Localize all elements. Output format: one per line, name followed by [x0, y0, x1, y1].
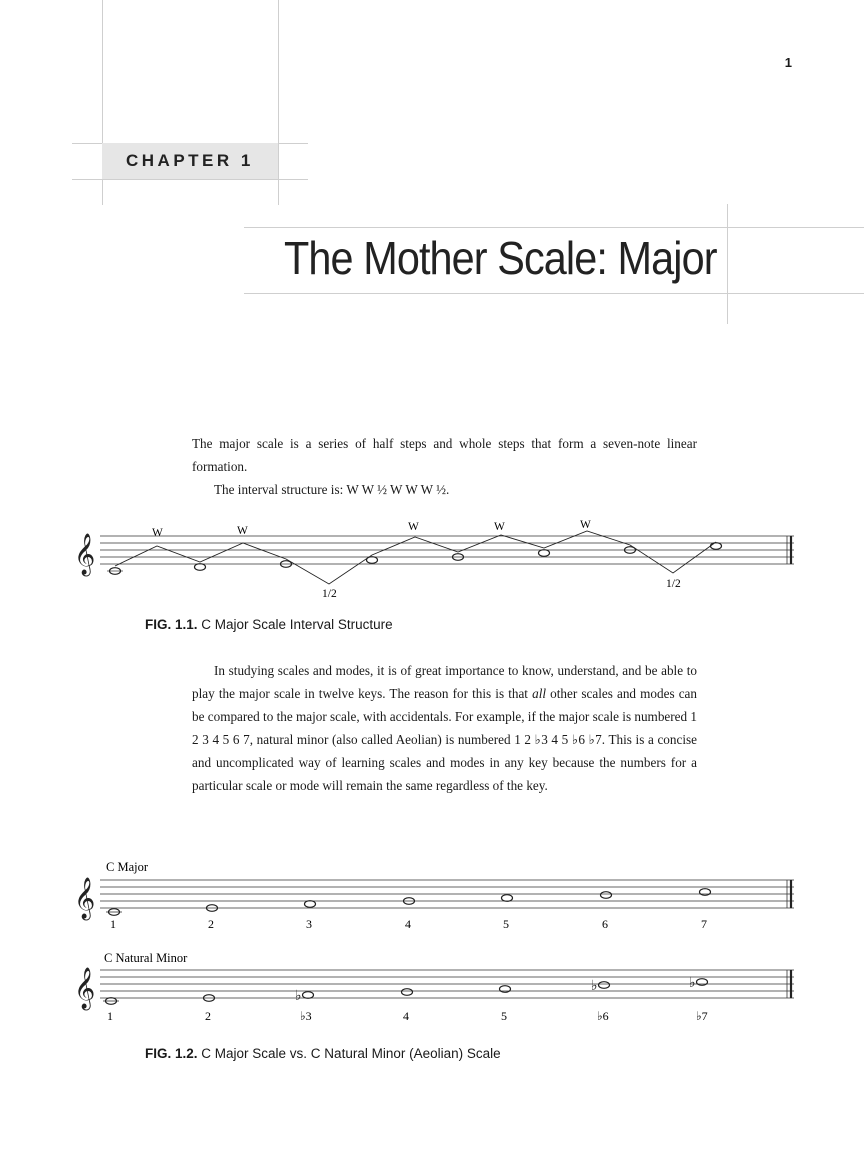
note: [207, 905, 218, 912]
step-label-whole: W: [408, 521, 419, 533]
fig2-caption-text: C Major Scale vs. C Natural Minor (Aeolian) Scale: [197, 1046, 501, 1061]
scale-degree: 6: [602, 917, 608, 931]
scale-degree: 5: [503, 917, 509, 931]
flat-icon: ♭: [591, 978, 598, 994]
scale-degree: 7: [701, 917, 707, 931]
scale-degree: 4: [403, 1009, 409, 1023]
page-number: 1: [784, 55, 792, 70]
note: [697, 979, 708, 986]
fig1-caption-text: C Major Scale Interval Structure: [197, 617, 393, 632]
layout-rule: [72, 179, 308, 180]
scale-degree: 3: [306, 917, 312, 931]
scale-degree: 4: [405, 917, 411, 931]
scale-degree: ♭6: [597, 1009, 609, 1023]
major-scale-title: C Major: [106, 860, 149, 874]
note: [404, 898, 415, 905]
note: [281, 561, 292, 568]
note: [601, 892, 612, 899]
note: [109, 909, 120, 916]
step-label-half: 1/2: [322, 588, 337, 600]
scale-degree: ♭3: [300, 1009, 312, 1023]
flat-icon: ♭: [689, 975, 696, 991]
intro-paragraph: The major scale is a series of half steps and whole steps that form a seven-note linear formation.: [192, 436, 697, 474]
fig2-caption: [145, 1046, 501, 1061]
scale-degree: 5: [501, 1009, 507, 1023]
fig2-caption-number: FIG. 1.2.: [145, 1046, 198, 1061]
layout-rule: [278, 0, 279, 205]
step-label-whole: W: [580, 519, 591, 531]
note: [204, 995, 215, 1002]
note: [305, 901, 316, 908]
interval-zigzag: [115, 531, 716, 584]
note: [500, 986, 511, 993]
note: [303, 992, 314, 999]
treble-clef-icon: 𝄞: [74, 878, 96, 919]
note: [625, 547, 636, 554]
treble-clef-icon: 𝄞: [74, 968, 96, 1009]
step-label-whole: W: [237, 525, 248, 537]
step-label-whole: W: [152, 527, 163, 539]
note: [700, 889, 711, 896]
step-label-whole: W: [494, 521, 505, 533]
note: [539, 550, 550, 557]
note: [711, 543, 722, 550]
scale-degree: ♭7: [696, 1009, 708, 1023]
scale-degree: 1: [110, 917, 116, 931]
flat-icon: ♭: [295, 988, 302, 1004]
minor-scale-title: C Natural Minor: [104, 951, 188, 965]
note: [106, 998, 117, 1005]
body-text: In studying scales and modes, it is of great importance to know, understand, and be able to play the major scale in twelve keys. The reason for this is that: [192, 663, 697, 701]
body-text: other scales and modes can be compared to the major scale, with accidentals. For example, if the major scale is numbered 1 2 3 4 5 6 7, natural minor (also called Aeolian) is numbered 1 2 ♭3 4 5 ♭6 ♭7. This is a concise and uncomplicated way of learning scales and modes in any key because the numbers for a particular scale or mode will remain the same regardless of the key.: [192, 686, 698, 793]
note: [195, 564, 206, 571]
treble-clef-icon: 𝄞: [74, 534, 96, 575]
layout-rule: [244, 227, 864, 228]
note: [110, 568, 121, 575]
body-italic: all: [532, 686, 547, 701]
body-paragraph: [192, 659, 697, 797]
chapter-title: The Mother Scale: Major: [284, 232, 717, 284]
fig1-caption-number: FIG. 1.1.: [145, 617, 198, 632]
fig1-caption: [145, 617, 393, 632]
scale-degree: 1: [107, 1009, 113, 1023]
note: [402, 989, 413, 996]
note: [453, 554, 464, 561]
layout-rule: [727, 204, 728, 324]
note: [599, 982, 610, 989]
layout-rule: [244, 293, 864, 294]
scale-degree: 2: [208, 917, 214, 931]
chapter-label: CHAPTER 1: [126, 151, 254, 170]
step-label-half: 1/2: [666, 578, 681, 590]
scale-degree: 2: [205, 1009, 211, 1023]
interval-structure-line: The interval structure is: W W ½ W W W ½.: [214, 482, 450, 497]
note: [502, 895, 513, 902]
note: [367, 557, 378, 564]
